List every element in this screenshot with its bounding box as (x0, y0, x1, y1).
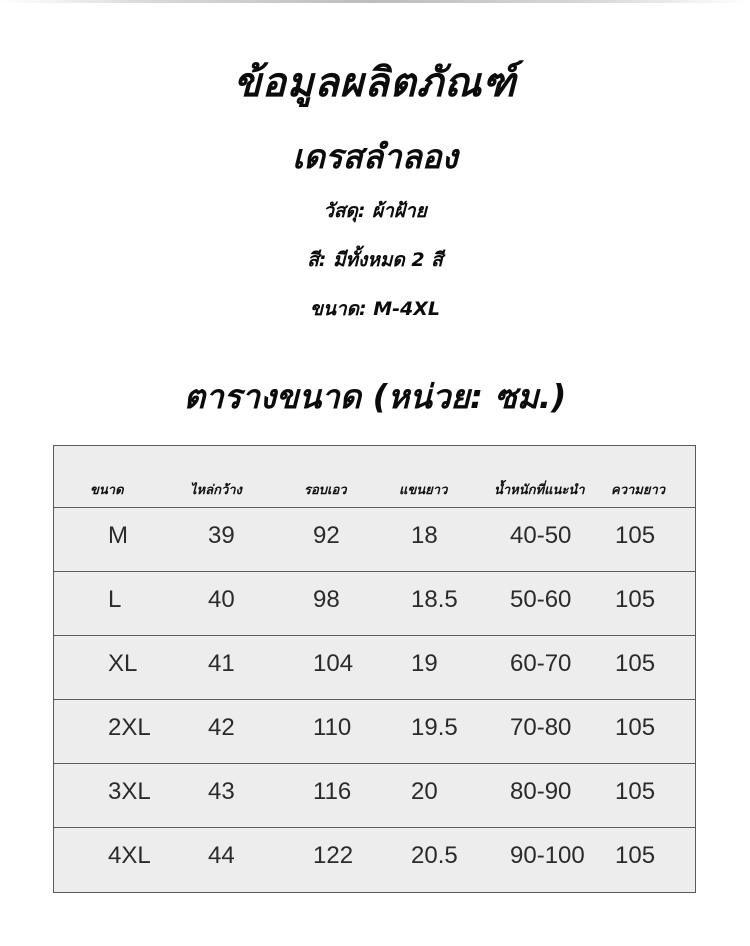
cell-length: 105 (615, 714, 656, 741)
cell-weight: 60-70 (510, 650, 572, 677)
cell-shoulder: 42 (208, 714, 235, 741)
cell-weight: 40-50 (510, 522, 572, 549)
size-chart-title: ตารางขนาด (หน่วย: ซม.) (183, 377, 567, 416)
cell-waist: 116 (313, 778, 352, 805)
header-weight: น้ำหนักที่แนะนำ (494, 483, 585, 498)
product-name: เดรสลำลอง (292, 137, 458, 176)
cell-size: XL (108, 650, 138, 677)
cell-length: 105 (615, 522, 656, 549)
header-sleeve: แขนยาว (399, 483, 448, 498)
color-info: สี: มีทั้งหมด 2 สี (307, 249, 443, 271)
table-row (54, 700, 695, 764)
page-title: ข้อมูลผลิตภัณฑ์ (233, 60, 517, 106)
cell-length: 105 (615, 650, 656, 677)
table-row (54, 636, 695, 700)
cell-sleeve: 18 (411, 522, 438, 549)
material-info: วัสดุ: ผ้าฝ้าย (323, 200, 427, 222)
cell-size: 3XL (108, 778, 151, 805)
cell-waist: 122 (313, 842, 354, 869)
cell-size: 4XL (108, 842, 151, 869)
size-info: ขนาด: M-4XL (310, 298, 440, 320)
cell-weight: 70-80 (510, 714, 572, 741)
table-header-row (54, 446, 695, 508)
cell-shoulder: 39 (208, 522, 235, 549)
cell-waist: 98 (313, 586, 340, 613)
cell-size: L (108, 586, 122, 613)
cell-sleeve: 19 (411, 650, 438, 677)
cell-sleeve: 18.5 (411, 586, 458, 613)
table-row (54, 828, 695, 892)
cell-waist: 110 (313, 714, 352, 741)
size-table (53, 445, 696, 893)
cell-weight: 50-60 (510, 586, 572, 613)
cell-weight: 90-100 (510, 842, 585, 869)
header-shoulder: ไหล่กว้าง (190, 483, 242, 498)
cell-sleeve: 20 (411, 778, 438, 805)
header-length: ความยาว (611, 483, 666, 498)
table-row (54, 764, 695, 828)
header-size: ขนาด (90, 483, 124, 498)
cell-size: 2XL (108, 714, 151, 741)
cell-shoulder: 40 (208, 586, 235, 613)
table-row (54, 508, 695, 572)
cell-shoulder: 41 (208, 650, 235, 677)
cell-waist: 92 (313, 522, 340, 549)
header-waist: รอบเอว (304, 483, 347, 498)
cell-shoulder: 44 (208, 842, 235, 869)
cell-shoulder: 43 (208, 778, 235, 805)
cell-length: 105 (615, 778, 656, 805)
cell-sleeve: 19.5 (411, 714, 458, 741)
cell-waist: 104 (313, 650, 354, 677)
cell-length: 105 (615, 842, 656, 869)
cell-size: M (108, 522, 128, 549)
table-row (54, 572, 695, 636)
cell-weight: 80-90 (510, 778, 572, 805)
cell-length: 105 (615, 586, 656, 613)
cell-sleeve: 20.5 (411, 842, 458, 869)
top-divider (0, 0, 750, 3)
